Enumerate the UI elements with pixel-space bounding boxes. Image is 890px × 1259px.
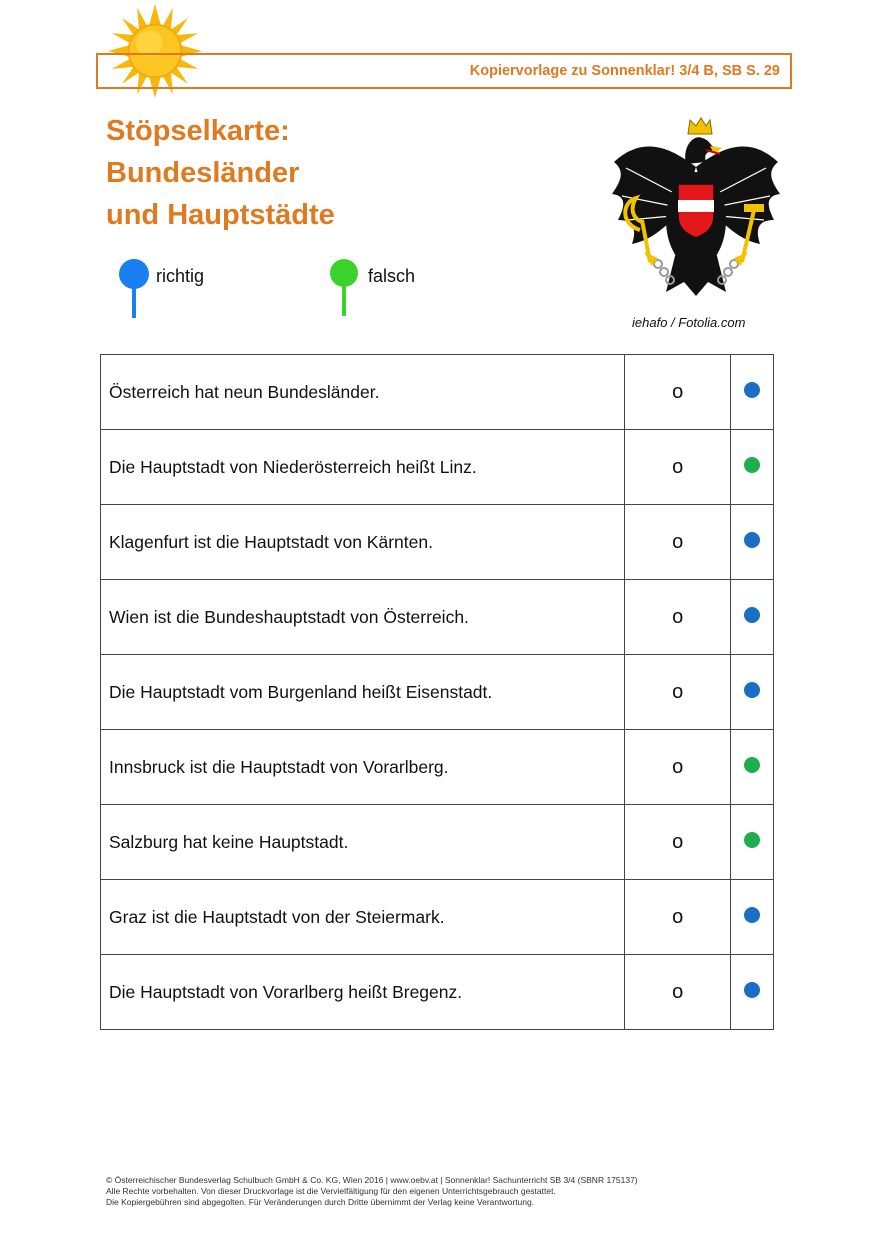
answer-marker-cell: o [625, 655, 731, 730]
table-row [101, 730, 774, 805]
quiz-table [100, 354, 774, 1030]
solution-dot-cell [731, 355, 774, 430]
solution-dot-cell [731, 655, 774, 730]
table-row [101, 655, 774, 730]
header-banner [96, 53, 792, 89]
statement-cell: Die Hauptstadt von Niederösterreich heißt Linz. [101, 430, 625, 505]
footer [106, 1175, 638, 1208]
solution-dot-icon [744, 607, 760, 623]
solution-dot-icon [744, 757, 760, 773]
statement-cell: Österreich hat neun Bundesländer. [101, 355, 625, 430]
answer-marker-cell: o [625, 580, 731, 655]
statement-cell: Wien ist die Bundeshauptstadt von Österreich. [101, 580, 625, 655]
answer-marker-cell: o [625, 805, 731, 880]
solution-dot-icon [744, 982, 760, 998]
table-row [101, 580, 774, 655]
solution-dot-icon [744, 382, 760, 398]
table-row [101, 805, 774, 880]
table-row [101, 355, 774, 430]
legend-label-falsch: falsch [368, 266, 416, 286]
solution-dot-cell [731, 955, 774, 1030]
answer-marker-cell: o [625, 880, 731, 955]
austrian-eagle-icon [606, 112, 786, 298]
solution-dot-cell [731, 505, 774, 580]
solution-dot-cell [731, 805, 774, 880]
title-line-1: Stöpselkarte: [106, 115, 290, 147]
answer-marker-cell: o [625, 955, 731, 1030]
statement-cell: Graz ist die Hauptstadt von der Steiermark. [101, 880, 625, 955]
table-row [101, 430, 774, 505]
statement-cell: Klagenfurt ist die Hauptstadt von Kärnten. [101, 505, 625, 580]
title-line-2: Bundesländer [106, 157, 300, 189]
table-row [101, 880, 774, 955]
table-row [101, 505, 774, 580]
footer-line-1: © Österreichischer Bundesverlag Schulbuch GmbH & Co. KG, Wien 2016 | www.oebv.at | Sonnenklar! Sachunterricht SB 3/4 (SBNR 175137) [106, 1175, 638, 1185]
solution-dot-cell [731, 880, 774, 955]
green-pin-icon [330, 258, 364, 318]
solution-dot-icon [744, 832, 760, 848]
solution-dot-cell [731, 430, 774, 505]
statement-cell: Die Hauptstadt von Vorarlberg heißt Bregenz. [101, 955, 625, 1030]
solution-dot-icon [744, 457, 760, 473]
title-line-3: und Hauptstädte [106, 199, 335, 231]
blue-pin-icon [118, 258, 152, 318]
solution-dot-icon [744, 682, 760, 698]
image-credit: iehafo / Fotolia.com [632, 315, 746, 330]
statement-cell: Die Hauptstadt vom Burgenland heißt Eisenstadt. [101, 655, 625, 730]
worksheet-reference: Kopiervorlage zu Sonnenklar! 3/4 B, SB S. 29 [469, 63, 780, 79]
solution-dot-cell [731, 730, 774, 805]
page-title [106, 110, 335, 236]
answer-marker-cell: o [625, 505, 731, 580]
answer-marker-cell: o [625, 430, 731, 505]
answer-marker-cell: o [625, 355, 731, 430]
legend-label-richtig: richtig [156, 266, 205, 286]
solution-dot-icon [744, 907, 760, 923]
statement-cell: Salzburg hat keine Hauptstadt. [101, 805, 625, 880]
solution-dot-icon [744, 532, 760, 548]
answer-marker-cell: o [625, 730, 731, 805]
footer-line-3: Die Kopiergebühren sind abgegolten. Für Veränderungen durch Dritte übernimmt der Verlag keine Verantwortung. [106, 1197, 535, 1207]
statement-cell: Innsbruck ist die Hauptstadt von Vorarlberg. [101, 730, 625, 805]
table-row [101, 955, 774, 1030]
solution-dot-cell [731, 580, 774, 655]
footer-line-2: Alle Rechte vorbehalten. Von dieser Druckvorlage ist die Vervielfältigung für den eigenen Unterrichtsgebrauch gestattet. [106, 1186, 556, 1196]
